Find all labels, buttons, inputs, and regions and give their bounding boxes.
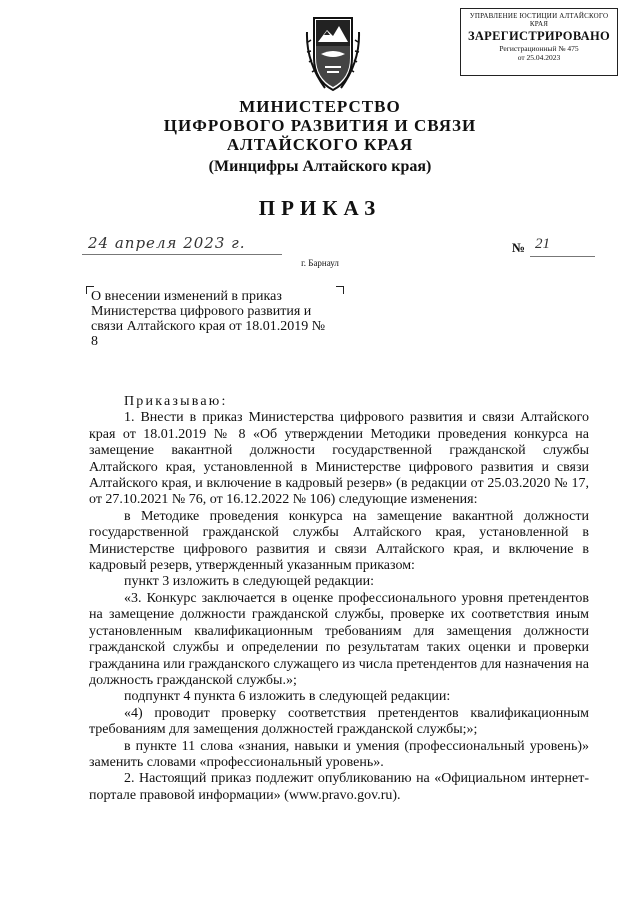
order-body	[89, 394, 589, 804]
city: г. Барнаул	[301, 258, 339, 268]
paragraph: 1. Внести в приказ Министерства цифрового развития и связи Алтайского края от 18.01.2019 № 8 «Об утверждении Методики проведения конкурса на замещение вакантной должности государственной гражданской службы Алтайского края, установленной в Министерстве цифрового развития и связи Алтайского края, и включение в кадровый резерв» (в редакции от 25.03.2020 № 17, от 27.10.2021 № 76, от 16.12.2022 № 106) следующие изменения:	[89, 410, 589, 508]
ministry-name	[0, 97, 640, 154]
ministry-line-1: МИНИСТЕРСТВО	[239, 97, 401, 116]
paragraph: 2. Настоящий приказ подлежит опубликованию на «Официальном интернет-портале правовой информации» (www.pravo.gov.ru).	[89, 771, 589, 803]
stamp-status: ЗАРЕГИСТРИРОВАНО	[467, 29, 611, 43]
stamp-reg-date: от 25.04.2023	[517, 53, 561, 62]
stamp-authority: УПРАВЛЕНИЕ ЮСТИЦИИ АЛТАЙСКОГО КРАЯ	[469, 12, 609, 28]
paragraph: в пункте 11 слова «знания, навыки и умения (профессиональный уровень)» заменить словами «профессиональный уровень».	[89, 738, 589, 770]
subject-bracket-right	[336, 286, 344, 294]
document-type-title: ПРИКАЗ	[258, 196, 382, 220]
paragraph: в Методике проведения конкурса на замещение вакантной должности государственной гражданской службы Алтайского края, установленной в Министерстве цифрового развития и связи Алтайского края, и включение в кадровый резерв, утвержденный указанным приказом:	[89, 508, 589, 574]
handwritten-number: 21	[535, 236, 550, 252]
registration-stamp	[460, 8, 618, 76]
paragraph: пункт 3 изложить в следующей редакции:	[124, 574, 374, 590]
ministry-line-3: АЛТАЙСКОГО КРАЯ	[226, 135, 414, 154]
altai-krai-coat-of-arms-icon	[305, 12, 361, 94]
ministry-short-name: (Минцифры Алтайского края)	[208, 158, 432, 175]
number-label: №	[512, 240, 526, 255]
stamp-reg-number: Регистрационный № 475	[499, 44, 579, 53]
date-underline	[82, 254, 282, 255]
order-lead: Приказываю:	[124, 394, 228, 409]
paragraph: «3. Конкурс заключается в оценке профессионального уровня претендентов на замещение должности гражданской службы, проверке их соответствия иным установленным квалификационным требованиям для замещения должности гражданской службы и определении по результатам таких оценки и проверки гражданина или гражданского служащего из числа претендентов для назначения на должность гражданской службы.»;	[89, 590, 589, 688]
paragraph: «4) проводит проверку соответствия претендентов квалификационным требованиям для замещения должностей гражданской службы;»;	[89, 705, 589, 738]
paragraph: подпункт 4 пункта 6 изложить в следующей редакции:	[124, 689, 451, 705]
ministry-line-2: ЦИФРОВОГО РАЗВИТИЯ И СВЯЗИ	[163, 116, 477, 135]
number-underline	[530, 256, 595, 257]
handwritten-date: 24 апреля 2023 г.	[88, 234, 246, 252]
order-subject: О внесении изменений в приказ Министерства цифрового развития и связи Алтайского края от 18.01.2019 № 8	[91, 289, 326, 349]
